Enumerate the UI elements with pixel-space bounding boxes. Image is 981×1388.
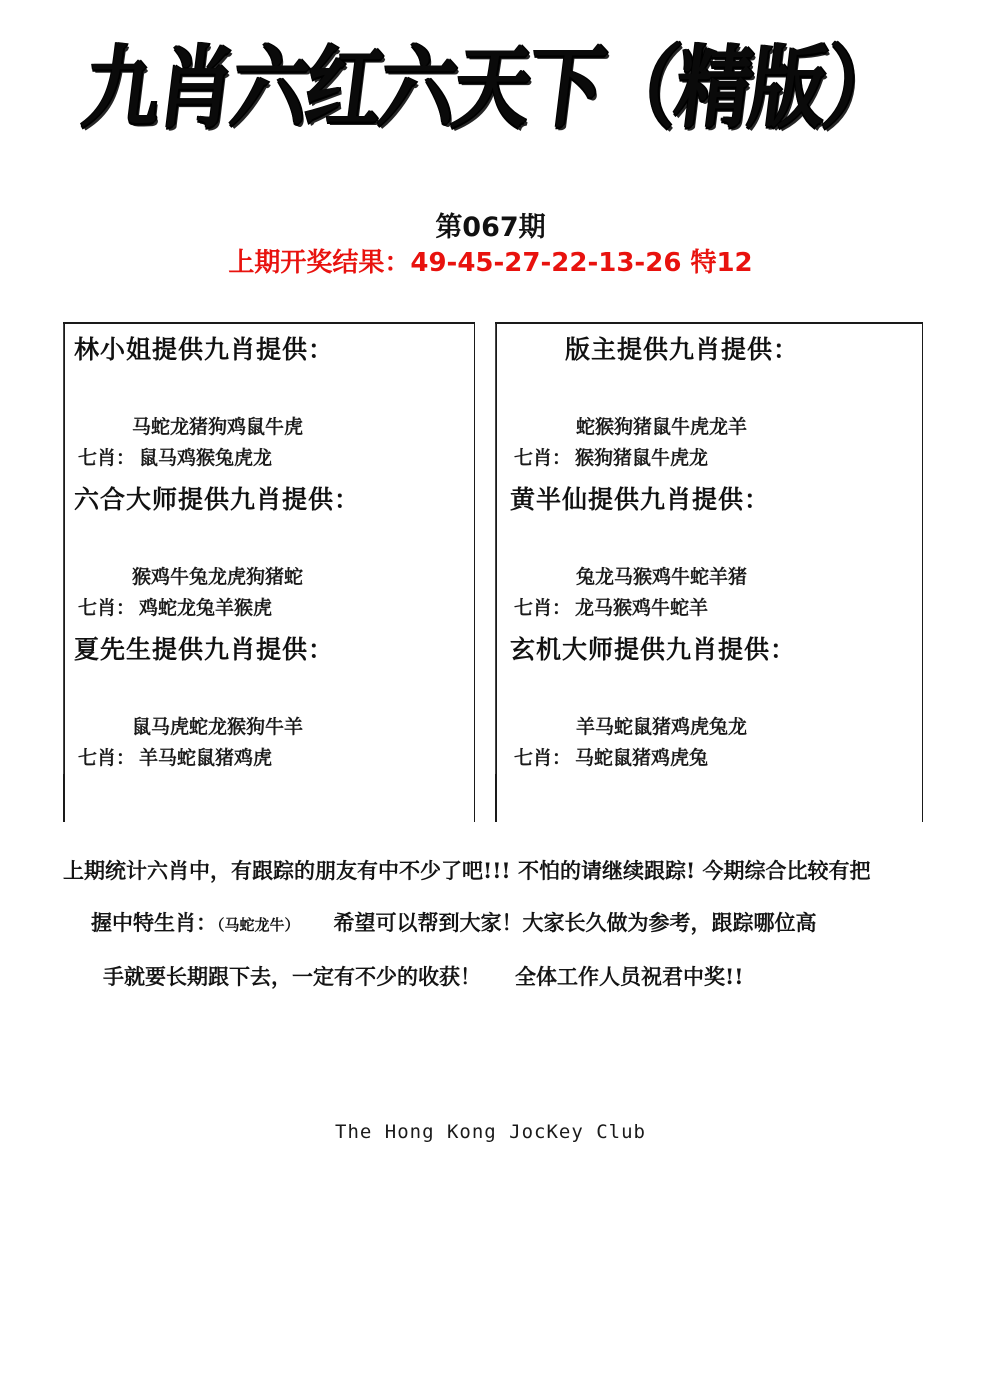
- forecast-panel-left: [63, 322, 475, 822]
- forecast-block: [495, 624, 922, 774]
- seven-zodiac-row: [74, 593, 474, 620]
- seven-zodiac-label: 七肖：: [514, 747, 572, 769]
- commentary-line-2-suffix: 希望可以帮到大家！大家长久做为参考，跟踪哪位高: [333, 910, 817, 935]
- provider-title: 夏先生提供九肖提供：: [74, 635, 335, 664]
- page-title: 九肖六红六天下（精版）: [77, 34, 905, 140]
- forecast-block: [495, 324, 922, 474]
- nine-zodiac-row: 马蛇龙猪狗鸡鼠牛虎: [132, 416, 304, 438]
- forecast-panels: [63, 322, 923, 822]
- forecast-block: [63, 324, 474, 474]
- seven-zodiac-label: 七肖：: [78, 747, 136, 769]
- seven-zodiac-label: 七肖：: [78, 597, 136, 619]
- seven-zodiac-values: 猴狗猪鼠牛虎龙: [575, 447, 709, 469]
- provider-title: 六合大师提供九肖提供：: [74, 485, 361, 514]
- seven-zodiac-values: 马蛇鼠猪鸡虎兔: [575, 747, 709, 769]
- nine-zodiac-row: 兔龙马猴鸡牛蛇羊猪: [576, 566, 748, 588]
- commentary-line-3-suffix: 全体工作人员祝君中奖!!: [515, 964, 744, 989]
- nine-zodiac-row: 羊马蛇鼠猪鸡虎兔龙: [576, 716, 748, 738]
- footer-brand: The Hong Kong JocKey Club: [335, 1121, 646, 1143]
- seven-zodiac-values: 鸡蛇龙兔羊猴虎: [139, 597, 273, 619]
- forecast-block: [63, 624, 474, 774]
- results-numbers: 49-45-27-22-13-26: [410, 248, 682, 278]
- seven-zodiac-label: 七肖：: [514, 597, 572, 619]
- special-zodiac-tip: （马蛇龙牛）: [217, 916, 300, 934]
- issue-number: 第067期: [435, 212, 546, 243]
- forecast-block: [63, 474, 474, 624]
- commentary-line-2-prefix: 握中特生肖：: [91, 910, 217, 935]
- commentary-line-3-prefix: 手就要长期跟下去，一定有不少的收获！: [103, 964, 481, 989]
- nine-zodiac-row: 猴鸡牛兔龙虎狗猪蛇: [132, 566, 304, 588]
- seven-zodiac-values: 龙马猴鸡牛蛇羊: [575, 597, 709, 619]
- seven-zodiac-values: 鼠马鸡猴兔虎龙: [139, 447, 273, 469]
- seven-zodiac-values: 羊马蛇鼠猪鸡虎: [139, 747, 273, 769]
- commentary-line-1: 上期统计六肖中，有跟踪的朋友有中不少了吧!!! 不怕的请继续跟踪! 今期综合比较有把: [63, 858, 871, 883]
- results-special-number: 特12: [690, 248, 753, 278]
- commentary-text: [63, 845, 923, 1003]
- forecast-block: [495, 474, 922, 624]
- seven-zodiac-row: [74, 443, 474, 470]
- commentary-line-3: [63, 951, 923, 1003]
- forecast-panel-right: [495, 322, 923, 822]
- seven-zodiac-row: [510, 443, 922, 470]
- last-draw-results: [0, 242, 981, 279]
- provider-title: 版主提供九肖提供：: [565, 335, 800, 364]
- seven-zodiac-row: [510, 743, 922, 770]
- results-prefix-label: 上期开奖结果：: [228, 248, 411, 278]
- seven-zodiac-row: [510, 593, 922, 620]
- commentary-line-2: [63, 897, 923, 951]
- provider-title: 林小姐提供九肖提供：: [74, 335, 335, 364]
- page-title-banner: [0, 34, 981, 178]
- seven-zodiac-label: 七肖：: [78, 447, 136, 469]
- seven-zodiac-label: 七肖：: [514, 447, 572, 469]
- seven-zodiac-row: [74, 743, 474, 770]
- provider-title: 玄机大师提供九肖提供：: [510, 635, 797, 664]
- provider-title: 黄半仙提供九肖提供：: [510, 485, 771, 514]
- nine-zodiac-row: 鼠马虎蛇龙猴狗牛羊: [132, 716, 304, 738]
- nine-zodiac-row: 蛇猴狗猪鼠牛虎龙羊: [576, 416, 748, 438]
